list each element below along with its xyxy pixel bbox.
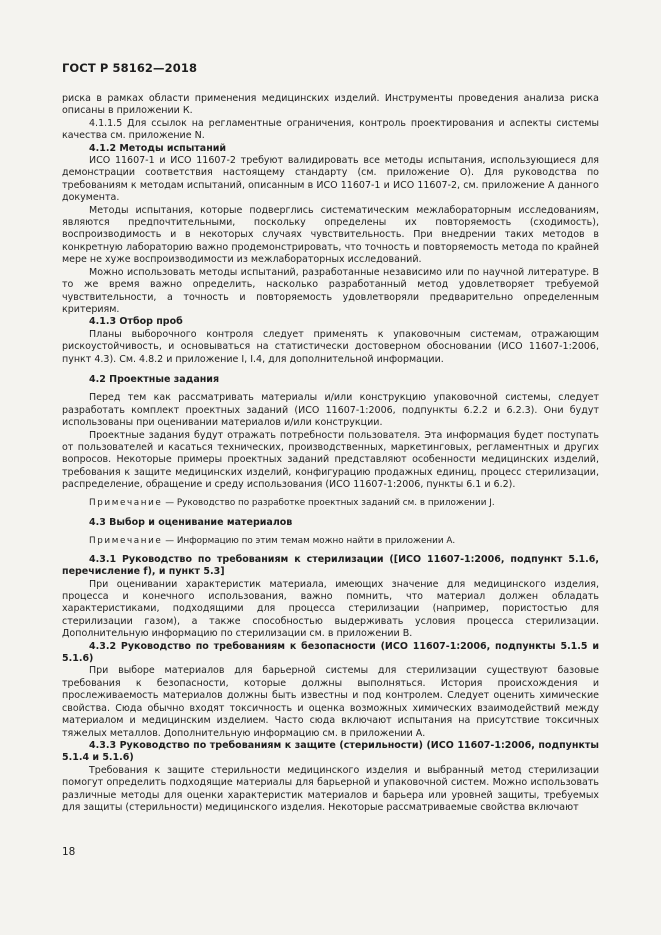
paragraph: 4.1.1.5 Для ссылок на регламентные ограничения, контроль проектирования и аспекты системы качества см. приложение N. <box>62 117 599 142</box>
section-heading: 4.1.3 Отбор проб <box>89 316 183 328</box>
paragraph: Можно использовать методы испытаний, разработанные независимо или по научной литературе. В то же время важно определить, насколько разработанный метод удовлетворяет требуемой чувствительности, а точность и повторяемость удовлетворяли предварительно определенным критериям. <box>62 266 599 315</box>
page-body <box>62 93 599 814</box>
section-heading: 4.1.2 Методы испытаний <box>89 142 227 154</box>
note <box>62 535 599 547</box>
paragraph: Перед тем как рассматривать материалы и/или конструкцию упаковочной системы, следует разработать комплект проектных заданий (ИСО 11607-1:2006, подпункты 6.2.2 и 6.2.3). Они будут использованы при оценивании материалов и/или конструкции. <box>62 392 599 429</box>
paragraph: Требования к защите стерильности медицинского изделия и выбранный метод стерилизации помогут определить подходящие материалы для барьерной и упаковочной систем. Можно использовать различные методы для оценки характеристик материалов и барьера или уровней защиты, требуемых для защиты (стерильности) медицинского изделия. Некоторые рассматриваемые свойства включают <box>62 764 599 813</box>
note-label: Примечание <box>89 497 163 508</box>
section-heading: 4.2 Проектные задания <box>89 373 220 385</box>
paragraph: При выборе материалов для барьерной системы для стерилизации существуют базовые требования к безопасности, которые должны выполняться. История происхождения и прослеживаемость материалов должны быть известны и под контролем. Следует оценить химические свойства. Сюда обычно входят токсичность и оценка возможных химических взаимодействий между материалом и медицинским изделием. Часто сюда включают испытания на присутствие токсичных тяжелых металлов. Дополнительную информацию см. в приложении А. <box>62 665 599 739</box>
page-number: 18 <box>62 846 76 858</box>
note-label: Примечание <box>89 536 163 547</box>
paragraph: Методы испытания, которые подверглись систематическим межлабораторным исследованиям, являются предпочтительными, поскольку определены их повторяемость (сходимость), воспроизводимость и в некоторых случаях чувствительность. При внедрении таких методов в конкретную лабораторию важно продемонстрировать, что точность и повторяемость метода по крайней мере не хуже воспроизводимости из межлабораторных исследований. <box>62 204 599 266</box>
note-text: — Информацию по этим темам можно найти в приложении А. <box>162 536 456 547</box>
section-heading: 4.3 Выбор и оценивание материалов <box>89 517 293 528</box>
standard-header: ГОСТ Р 58162—2018 <box>62 61 198 75</box>
paragraph: Проектные задания будут отражать потребности пользователя. Эта информация будет поступать от пользователей и касаться технических, производственных, маркетинговых, регламентных и других вопросов. Некоторые примеры проектных заданий представляют особенности медицинских изделий, требования к защите медицинских изделий, конфигурацию продажных единиц, процесс стерилизации, распределение, обращение и среду использования (ИСО 11607-1:2006, пункты 6.1 и 6.2). <box>62 429 599 491</box>
note-text: — Руководство по разработке проектных заданий см. в приложении J. <box>162 497 495 508</box>
section-heading: 4.3.3 Руководство по требованиям к защите (стерильности) (ИСО 11607-1:2006, подпункты 5.1.4 и 5.1.6) <box>62 739 599 764</box>
paragraph: риска в рамках области применения медицинских изделий. Инструменты проведения анализа риска описаны в приложении К. <box>62 93 599 117</box>
note <box>62 497 599 509</box>
paragraph: Планы выборочного контроля следует применять к упаковочным системам, отражающим рискоустойчивость, и основываться на статистически достоверном обосновании (ИСО 11607-1:2006, пункт 4.3). См. 4.8.2 и приложение I, I.4, для дополнительной информации. <box>62 328 599 365</box>
paragraph: При оценивании характеристик материала, имеющих значение для медицинского изделия, процесса и конечного использования, важно помнить, что материал должен обладать характеристиками, подходящими для процесса стерилизации (например, пористостью для стерилизации газом), а также способностью выдерживать условия процесса стерилизации. Дополнительную информацию по стерилизации см. в приложении В. <box>62 578 599 640</box>
paragraph: ИСО 11607-1 и ИСО 11607-2 требуют валидировать все методы испытания, использующиеся для демонстрации соответствия настоящему стандарту (см. приложение О). Для руководства по требованиям к методам испытаний, описанным в ИСО 11607-1 и ИСО 11607-2, см. приложение А данного документа. <box>62 155 599 204</box>
section-heading: 4.3.1 Руководство по требованиям к стерилизации ([ИСО 11607-1:2006, подпункт 5.1.6, перечисление f), и пункт 5.3] <box>62 553 599 578</box>
section-heading: 4.3.2 Руководство по требованиям к безопасности (ИСО 11607-1:2006, подпункты 5.1.5 и 5.1.6) <box>62 640 599 665</box>
